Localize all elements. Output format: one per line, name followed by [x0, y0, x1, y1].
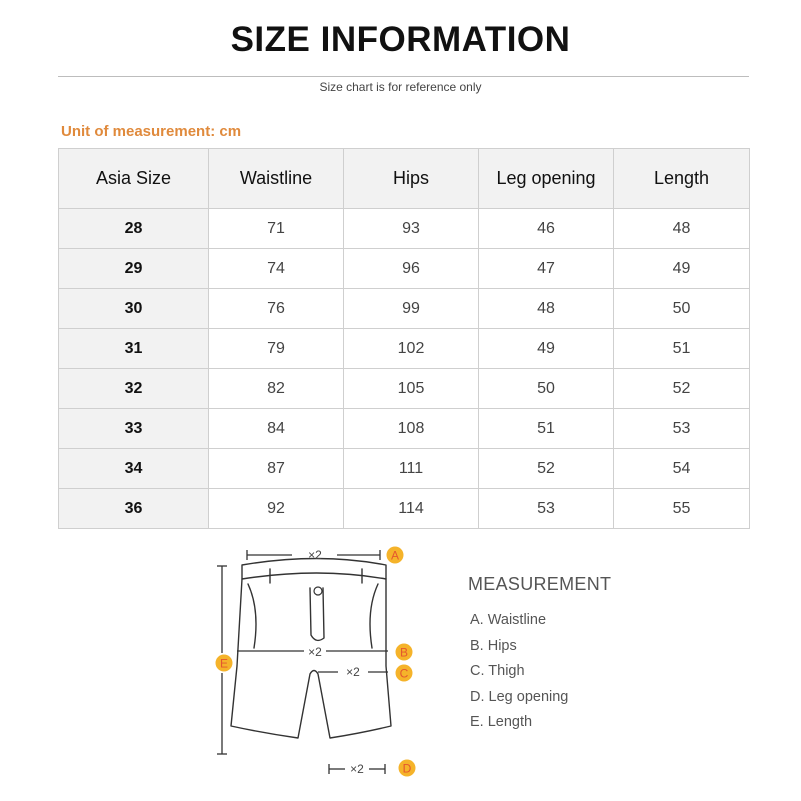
page-title: SIZE INFORMATION	[230, 20, 571, 59]
waistline-cell: 74	[209, 249, 344, 289]
waistline-cell: 82	[209, 369, 344, 409]
unit-note: Unit of measurement: cm	[61, 123, 242, 140]
title-divider	[58, 76, 749, 77]
waistline-cell: 71	[209, 209, 344, 249]
table-row	[59, 249, 750, 289]
measurement-item-length: E. Length	[470, 714, 533, 731]
waistline-cell: 76	[209, 289, 344, 329]
hips-cell: 102	[344, 329, 479, 369]
length-cell: 53	[614, 409, 750, 449]
marker-a-label: A	[390, 548, 400, 563]
length-cell: 55	[614, 489, 750, 529]
table-row	[59, 329, 750, 369]
length-cell: 49	[614, 249, 750, 289]
leg-opening-cell: 50	[479, 369, 614, 409]
table-row	[59, 409, 750, 449]
shorts-pocket-right	[370, 584, 378, 648]
length-cell: 52	[614, 369, 750, 409]
table-row	[59, 369, 750, 409]
hips-cell: 96	[344, 249, 479, 289]
column-header-leg-opening: Leg opening	[479, 149, 614, 209]
leg-multiplier: ×2	[350, 762, 364, 776]
size-cell: 28	[59, 209, 209, 249]
measurement-item-leg-opening: D. Leg opening	[470, 688, 569, 705]
page-subtitle: Size chart is for reference only	[319, 80, 482, 94]
size-cell: 32	[59, 369, 209, 409]
hips-multiplier: ×2	[308, 645, 322, 659]
measurement-title: MEASUREMENT	[468, 574, 612, 594]
size-cell: 33	[59, 409, 209, 449]
measurement-item-thigh: C. Thigh	[470, 663, 525, 680]
column-header-asia-size: Asia Size	[59, 149, 209, 209]
length-cell: 51	[614, 329, 750, 369]
length-cell: 54	[614, 449, 750, 489]
hips-cell: 93	[344, 209, 479, 249]
size-cell: 31	[59, 329, 209, 369]
hips-cell: 108	[344, 409, 479, 449]
shorts-fly	[310, 588, 324, 640]
waistline-cell: 87	[209, 449, 344, 489]
thigh-multiplier: ×2	[346, 665, 360, 679]
size-table	[58, 148, 750, 529]
table-row	[59, 209, 750, 249]
waistline-cell: 92	[209, 489, 344, 529]
button-icon	[314, 587, 322, 595]
column-header-hips: Hips	[344, 149, 479, 209]
measurement-list	[470, 608, 568, 736]
length-cell: 50	[614, 289, 750, 329]
size-cell: 30	[59, 289, 209, 329]
hips-cell: 105	[344, 369, 479, 409]
leg-opening-cell: 49	[479, 329, 614, 369]
waist-multiplier: ×2	[308, 548, 322, 562]
column-header-length: Length	[614, 149, 750, 209]
marker-c-label: C	[399, 666, 409, 681]
size-cell: 34	[59, 449, 209, 489]
hips-cell: 99	[344, 289, 479, 329]
leg-opening-cell: 52	[479, 449, 614, 489]
column-header-waistline: Waistline	[209, 149, 344, 209]
waistline-cell: 84	[209, 409, 344, 449]
marker-e-label: E	[219, 656, 229, 671]
hips-cell: 114	[344, 489, 479, 529]
measurement-item-hips: B. Hips	[470, 637, 517, 654]
table-row	[59, 289, 750, 329]
table-row	[59, 489, 750, 529]
leg-opening-cell: 47	[479, 249, 614, 289]
waistline-cell: 79	[209, 329, 344, 369]
leg-opening-cell: 53	[479, 489, 614, 529]
hips-cell: 111	[344, 449, 479, 489]
measurement-item-waistline: A. Waistline	[470, 612, 547, 628]
shorts-pocket-left	[248, 584, 256, 648]
leg-opening-cell: 51	[479, 409, 614, 449]
leg-opening-cell: 48	[479, 289, 614, 329]
leg-opening-cell: 46	[479, 209, 614, 249]
length-cell: 48	[614, 209, 750, 249]
size-cell: 36	[59, 489, 209, 529]
size-cell: 29	[59, 249, 209, 289]
marker-d-label: D	[402, 761, 412, 776]
marker-b-label: B	[399, 645, 409, 660]
table-header-row	[59, 149, 750, 209]
table-row	[59, 449, 750, 489]
shorts-diagram	[200, 538, 430, 788]
